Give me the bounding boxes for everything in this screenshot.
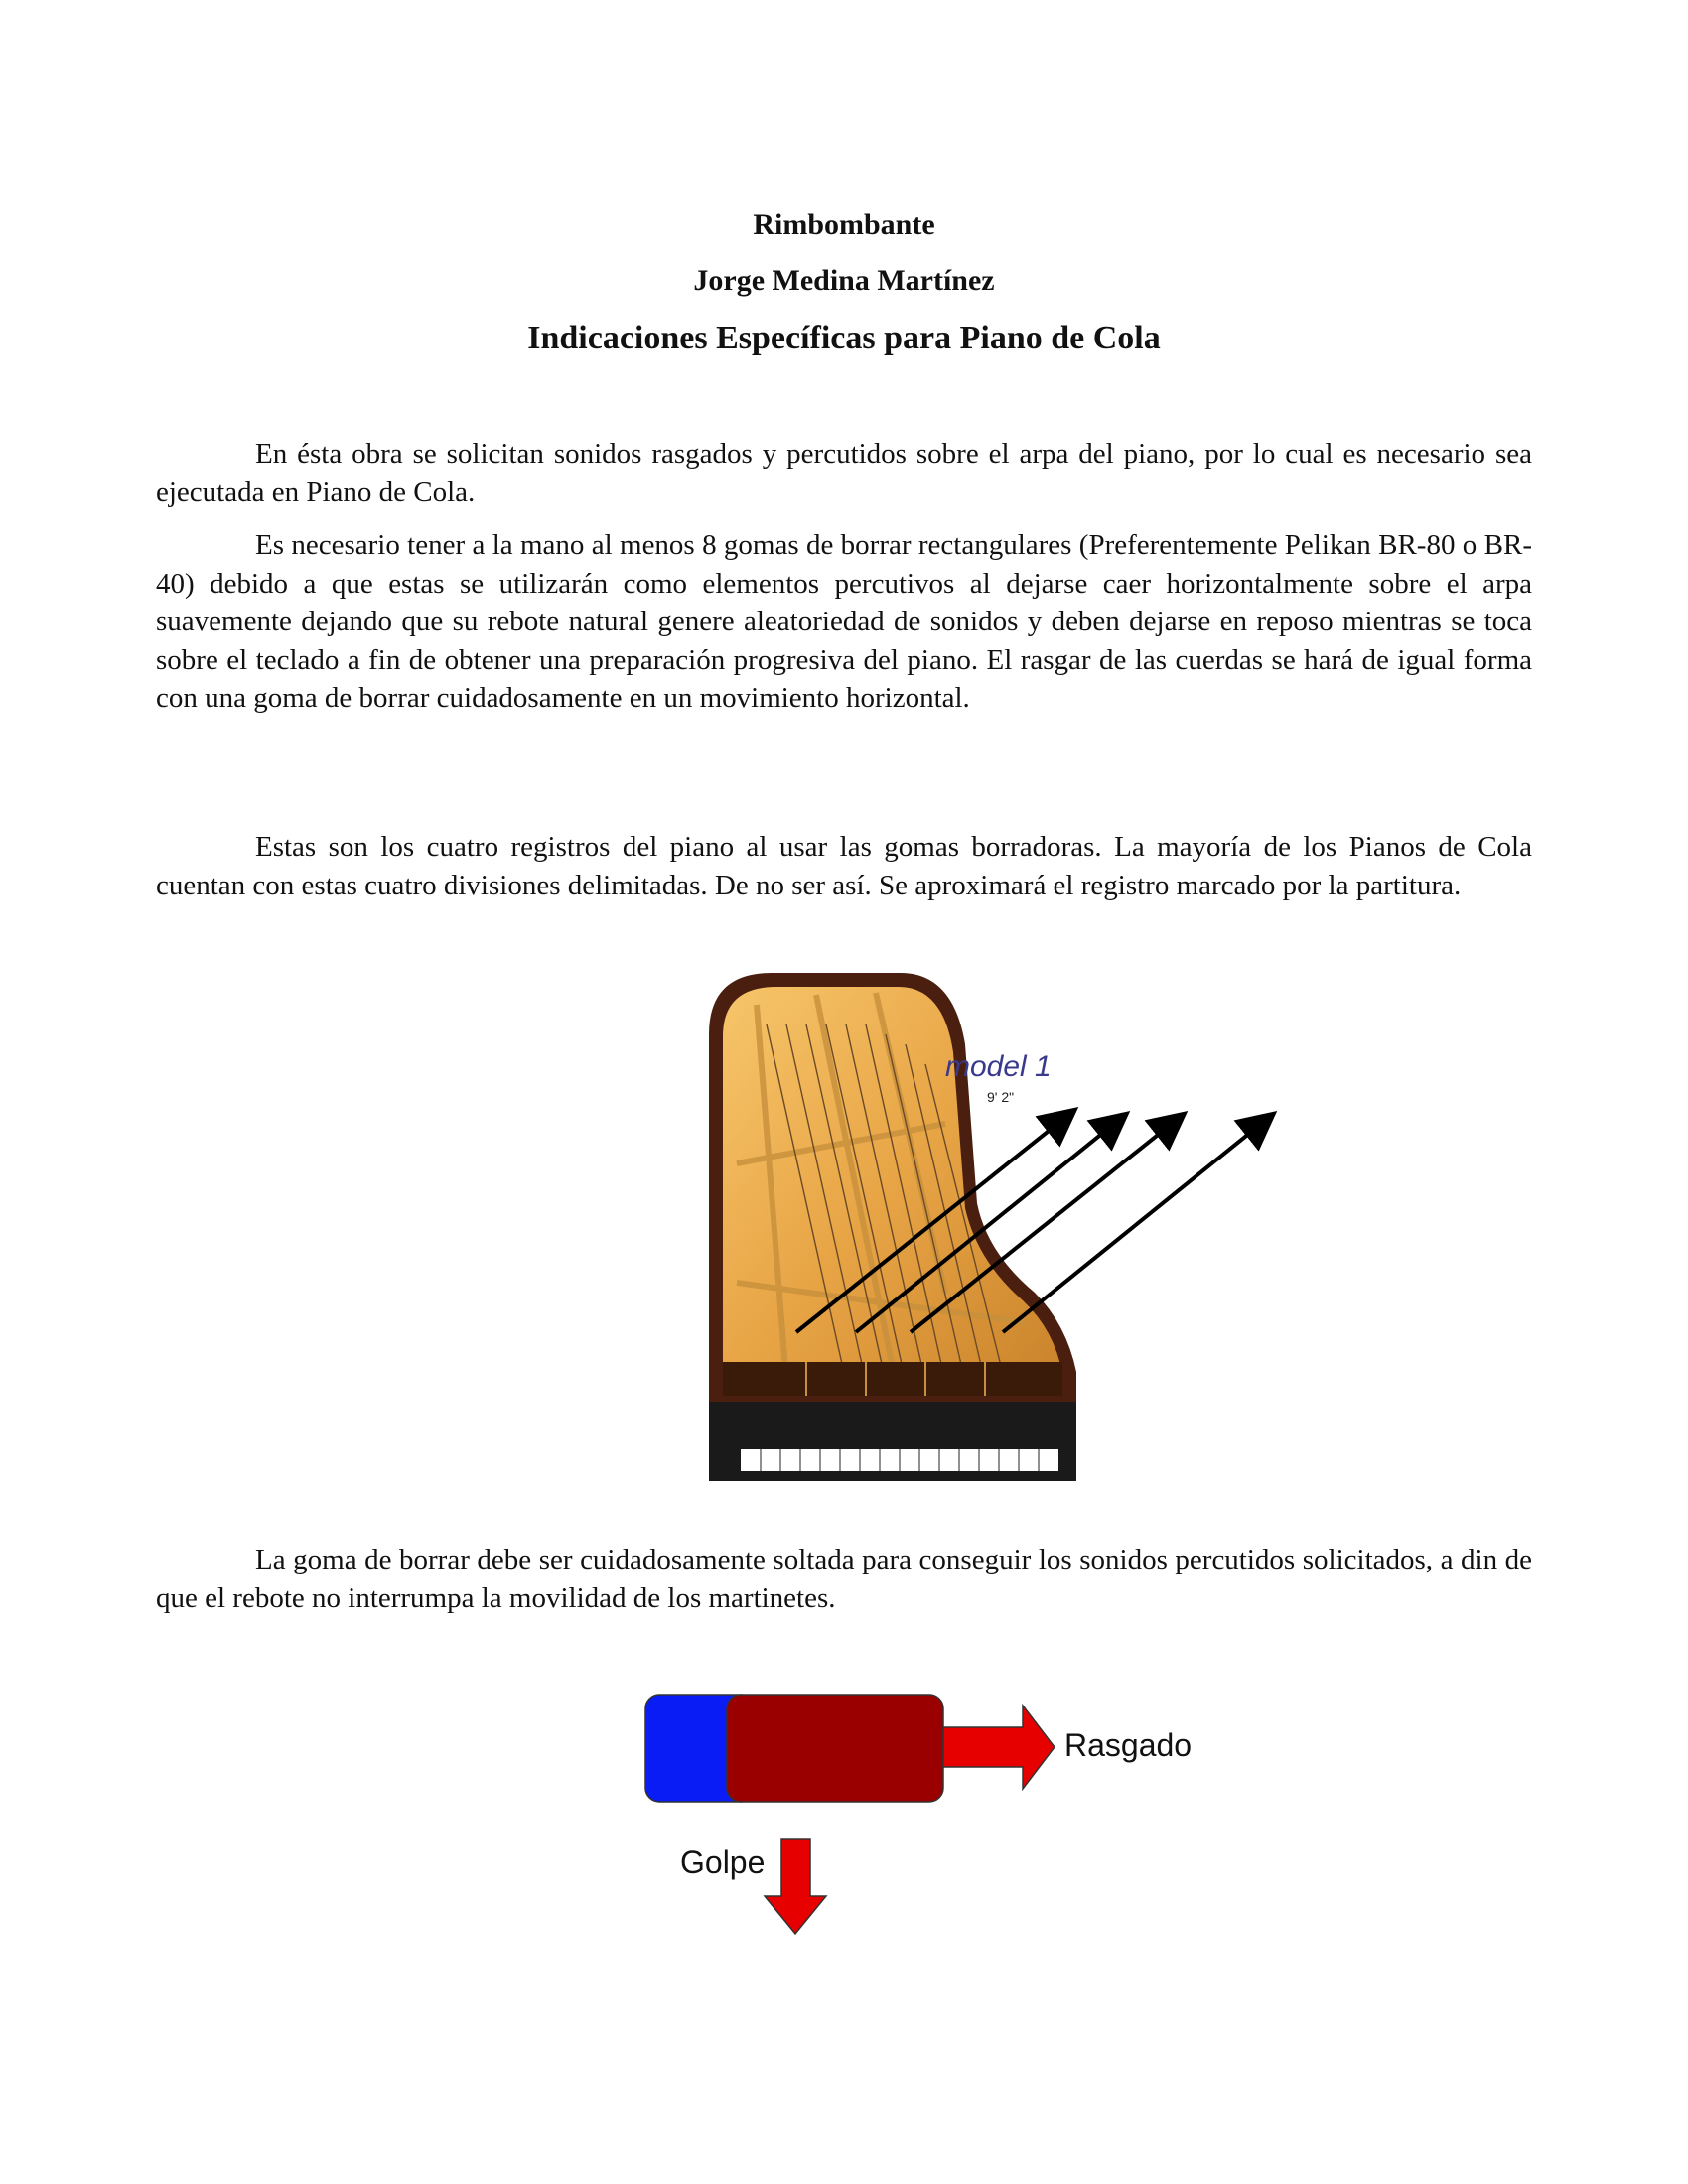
paragraph-goma-soltada: La goma de borrar debe ser cuidadosamente soltada para conseguir los sonidos percutidos solicitados, a din de que el rebote no interrumpa la movilidad de los martinetes. xyxy=(156,1544,1532,1614)
eraser-motion-figure xyxy=(616,1648,1211,1946)
piano-size-label: 9' 2" xyxy=(987,1089,1015,1105)
rasgado-arrow xyxy=(943,1706,1055,1789)
piano-registers-figure xyxy=(697,965,1293,1491)
piano-model-label: model 1 xyxy=(945,1050,1052,1083)
paragraph-gomas: Es necesario tener a la mano al menos 8 gomas de borrar rectangulares (Preferentemente Pelikan BR-80 o BR-40) debido a que estas se utilizarán como elementos percutivos al dejarse caer horizontalmente sobre el arpa suavemente dejando que su rebote natural genere aleatoriedad de sonidos y deben dejarse en reposo mientras se toca sobre el teclado a fin de obtener una preparación progresiva del piano. El rasgar de las cuerdas se hará de igual forma con una goma de borrar cuidadosamente en un movimiento horizontal. xyxy=(156,529,1532,714)
paragraph-intro: En ésta obra se solicitan sonidos rasgados y percutidos sobre el arpa del piano, por lo cual es necesario sea ejecutada en Piano de Cola. xyxy=(156,438,1532,508)
paragraph-registros: Estas son los cuatro registros del piano al usar las gomas borradoras. La mayoría de los Pianos de Cola cuentan con estas cuatro divisiones delimitadas. De no ser así. Se aproximará el registro marcado por la partitura. xyxy=(156,831,1532,901)
golpe-arrow xyxy=(765,1839,826,1934)
document-subtitle: Indicaciones Específicas para Piano de Cola xyxy=(527,320,1161,356)
rasgado-label: Rasgado xyxy=(1064,1727,1193,1763)
work-title: Rimbombante xyxy=(753,208,935,241)
golpe-label: Golpe xyxy=(680,1844,766,1880)
author-name: Jorge Medina Martínez xyxy=(693,264,995,297)
eraser-body xyxy=(727,1695,943,1802)
